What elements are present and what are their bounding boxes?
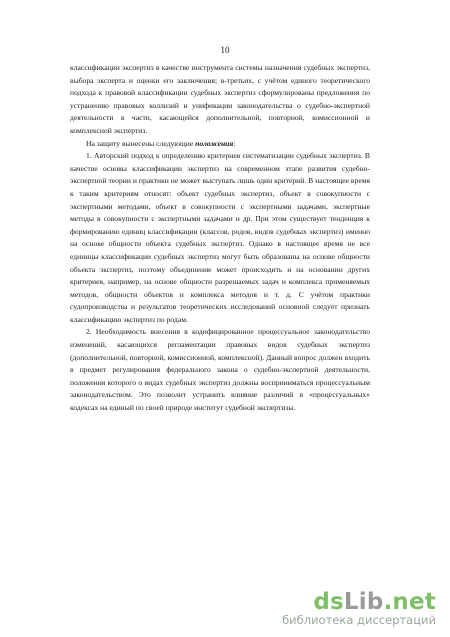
position-2: 2. Необходимость внесения в кодифицированное процессуальное законодательство изменений, касающихся регламентации правовых видов судебных экспертиз (дополнительной, повторной, комиссионной, комплексной). Данный вопрос должен входить в предмет регулирования федерального закона о судебно-экспертной деятельности, положения которого о видах судебных экспертиз должны восприниматься процессуальным законодательством. Это позволит устранить влияние различий в «процессуальных» кодексах на единый по своей природе институт судебной экспертизы. [70, 327, 370, 413]
defense-intro-prefix: На защиту вынесены следующие [86, 138, 196, 148]
dslib-logo: dsLib.net [313, 589, 436, 615]
dslib-tagline: библиотека диссертаций [282, 613, 436, 627]
page-number: 10 [220, 45, 230, 55]
paragraph-continuation: классификации экспертиз в качестве инструмента системы назначения судебных экспертиз, выбора эксперта и оценки его заключения; в-третьих, с учётом единого теоретического подхода к правовой классификации судебных экспертиз сформулированы предложения по устранению правовых коллизий и унификации законодательства о судебно-экспертной деятельности в части, касающейся дополнительной, повторной, комиссионной и комплексной экспертиз. [70, 63, 370, 135]
defense-intro-suffix: : [233, 138, 236, 148]
dslib-watermark [282, 590, 436, 627]
position-1: 1. Авторский подход к определению критериев систематизации судебных экспертиз. В качестве основы классификации экспертиз на современном этапе развития судебно-экспертной теории и практики не может выступать лишь один критерий. В настоящее время к таким критериям относят: объект судебных экспертиз, объект в совокупности с экспертными методами, объект в совокупности с экспертными задачами, экспертные методы в совокупности с экспертными задачами и др. При этом существует тенденция к формированию единиц классификации (классов, родов, видов судебных экспертиз) именно на основе общности объекта судебных экспертиз. Однако в настоящее время не все единицы классификации судебных экспертиз могут быть образованы на основе общности объекта экспертиз, поэтому объединение может происходить и на основании других критериев, например, на основе общности разрешаемых задач и комплекса применяемых методов, общности объектов и комплекса методов и т. д. С учётом практики судопроизводства и результатов теоретических исследований основной следует признать классификацию экспертиз по родам. [70, 151, 370, 324]
defense-intro [70, 138, 370, 151]
document-body [70, 62, 370, 415]
defense-intro-emphasis: положения [195, 138, 234, 148]
